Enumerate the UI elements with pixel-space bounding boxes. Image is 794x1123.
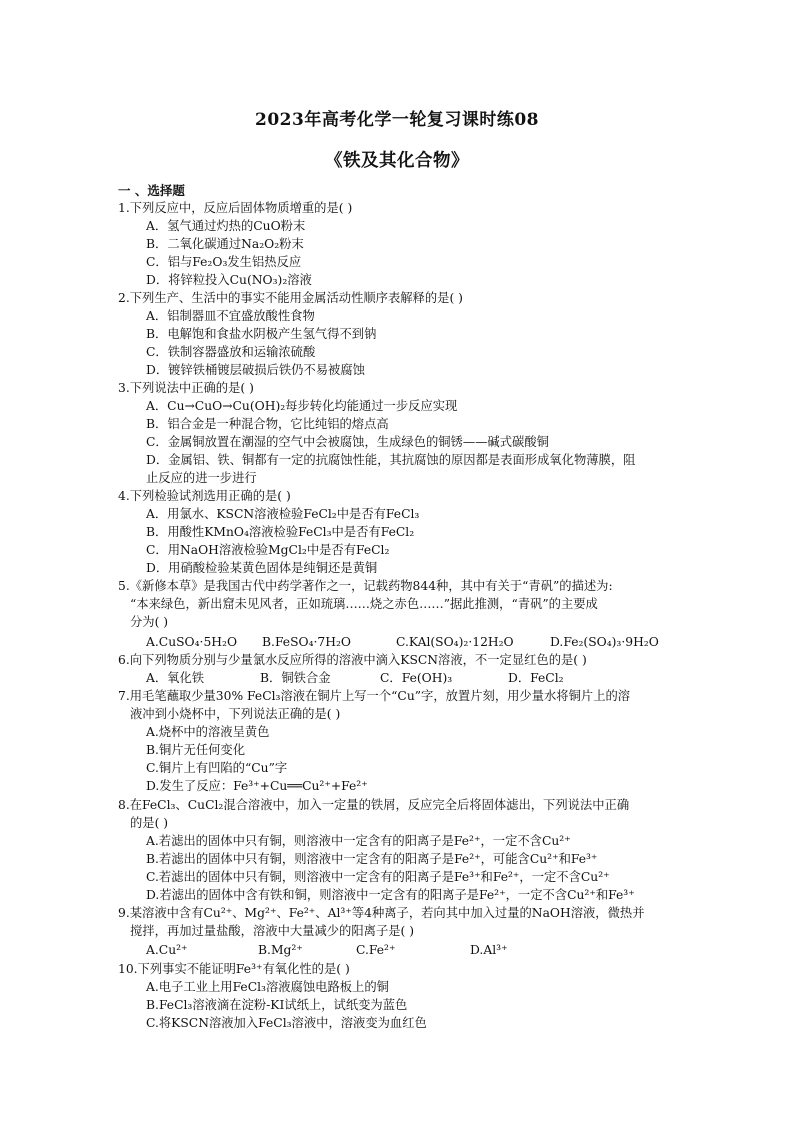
- document-title: 2023年高考化学一轮复习课时练08: [255, 110, 539, 130]
- question-1-option-d: D．将锌粒投入Cu(NO₃)₂溶液: [146, 273, 312, 287]
- question-4-option-a: A．用氯水、KSCN溶液检验FeCl₂中是否有FeCl₃: [146, 507, 420, 521]
- question-9-option-c: C.Fe²⁺: [356, 943, 396, 957]
- question-4-option-c: C．用NaOH溶液检验MgCl₂中是否有FeCl₂: [146, 543, 390, 557]
- question-6-option-b: B．铜铁合金: [260, 671, 331, 685]
- question-1-option-a: A．氢气通过灼热的CuO粉末: [146, 219, 306, 233]
- question-8-stem-cont: 的是( ): [130, 816, 169, 830]
- question-2-option-d: D．镀锌铁桶镀层破损后铁仍不易被腐蚀: [146, 363, 365, 377]
- question-6-stem: 6.向下列物质分别与少量氯水反应所得的溶液中滴入KSCN溶液，不一定显红色的是( ): [118, 653, 587, 667]
- question-9-stem: 9.某溶液中含有Cu²⁺、Mg²⁺、Fe²⁺、Al³⁺等4种离子，若向其中加入过量的NaOH溶液，微热并: [118, 906, 645, 920]
- question-5-stem-cont-1: “本来绿色，新出窟未见风者，正如琉璃……烧之赤色……”据此推测，“青矾”的主要成: [130, 597, 598, 611]
- question-10-stem: 10.下列事实不能证明Fe³⁺有氧化性的是( ): [118, 962, 350, 976]
- question-5-stem-cont-2: 分为( ): [130, 615, 169, 629]
- question-9-option-b: B.Mg²⁺: [258, 943, 303, 957]
- question-7-option-b: B.铜片无任何变化: [146, 743, 246, 757]
- question-6-option-d: D．FeCl₂: [508, 671, 564, 685]
- question-8-option-c: C.若滤出的固体中只有铜，则溶液中一定含有的阳离子是Fe³⁺和Fe²⁺，一定不含Cu²⁺: [146, 870, 610, 884]
- question-4-option-b: B．用酸性KMnO₄溶液检验FeCl₃中是否有FeCl₂: [146, 525, 415, 539]
- question-3-option-a: A．Cu→CuO→Cu(OH)₂每步转化均能通过一步反应实现: [146, 399, 458, 413]
- question-7-option-a: A.烧杯中的溶液呈黄色: [146, 725, 270, 739]
- question-7-stem-cont: 液冲到小烧杯中，下列说法正确的是( ): [130, 707, 341, 721]
- question-6-option-a: A．氧化铁: [146, 671, 205, 685]
- section-heading: 一 、选择题: [118, 183, 185, 198]
- question-6-option-c: C．Fe(OH)₃: [380, 671, 453, 685]
- question-7-stem: 7.用毛笔蘸取少量30% FeCl₃溶液在铜片上写一个“Cu”字，放置片刻，用少量水将铜片上的溶: [118, 689, 631, 703]
- question-9-option-a: A.Cu²⁺: [146, 943, 188, 957]
- question-10-option-c: C.将KSCN溶液加入FeCl₃溶液中，溶液变为血红色: [146, 1016, 427, 1030]
- question-1-option-c: C．铝与Fe₂O₃发生铝热反应: [146, 255, 302, 269]
- question-3-option-b: B．铝合金是一种混合物，它比纯铝的熔点高: [146, 417, 389, 431]
- question-8-option-d: D.若滤出的固体中含有铁和铜，则溶液中一定含有的阳离子是Fe²⁺，一定不含Cu²⁺和Fe³⁺: [146, 888, 635, 902]
- question-8-option-a: A.若滤出的固体中只有铜，则溶液中一定含有的阳离子是Fe²⁺，一定不含Cu²⁺: [146, 834, 571, 848]
- question-3-option-c: C．金属铜放置在潮湿的空气中会被腐蚀，生成绿色的铜锈——碱式碳酸铜: [146, 435, 549, 449]
- question-7-option-d: D.发生了反应：Fe³⁺+Cu══Cu²⁺+Fe²⁺: [146, 779, 368, 793]
- question-7-option-c: C.铜片上有凹陷的“Cu”字: [146, 761, 288, 775]
- question-9-option-d: D.Al³⁺: [470, 943, 508, 957]
- question-8-option-b: B.若滤出的固体中只有铜，则溶液中一定含有的阳离子是Fe²⁺，可能含Cu²⁺和Fe³⁺: [146, 852, 598, 866]
- question-5-option-c: C.KAl(SO₄)₂·12H₂O: [396, 635, 514, 649]
- question-5-option-a: A.CuSO₄·5H₂O: [146, 635, 238, 649]
- question-10-option-b: B.FeCl₃溶液滴在淀粉-KI试纸上，试纸变为蓝色: [146, 998, 408, 1012]
- question-8-stem: 8.在FeCl₃、CuCl₂混合溶液中，加入一定量的铁屑，反应完全后将固体滤出，下列说法中正确: [118, 798, 630, 812]
- question-2-option-c: C．铁制容器盛放和运输浓硫酸: [146, 345, 316, 359]
- question-2-stem: 2.下列生产、生活中的事实不能用金属活动性顺序表解释的是( ): [118, 291, 463, 305]
- question-2-option-b: B．电解饱和食盐水阴极产生氢气得不到钠: [146, 327, 377, 341]
- question-1-stem: 1.下列反应中，反应后固体物质增重的是( ): [118, 201, 353, 215]
- question-9-stem-cont: 搅拌，再加过量盐酸，溶液中大量减少的阳离子是( ): [130, 924, 415, 938]
- question-3-option-d-cont: 止反应的进一步进行: [146, 471, 257, 485]
- document-subtitle: 《铁及其化合物》: [325, 151, 469, 171]
- question-3-option-d: D．金属铝、铁、铜都有一定的抗腐蚀性能，其抗腐蚀的原因都是表面形成氧化物薄膜，阻: [146, 453, 636, 467]
- question-4-option-d: D．用硝酸检验某黄色固体是纯铜还是黄铜: [146, 561, 378, 575]
- question-5-option-d: D.Fe₂(SO₄)₃·9H₂O: [550, 635, 659, 649]
- question-4-stem: 4.下列检验试剂选用正确的是( ): [118, 489, 291, 503]
- question-5-option-b: B.FeSO₄·7H₂O: [262, 635, 351, 649]
- question-2-option-a: A．铝制器皿不宜盛放酸性食物: [146, 309, 315, 323]
- question-5-stem: 5.《新修本草》是我国古代中药学著作之一，记载药物844种，其中有关于“青矾”的描述为:: [118, 579, 613, 593]
- question-10-option-a: A.电子工业上用FeCl₃溶液腐蚀电路板上的铜: [146, 980, 389, 994]
- question-1-option-b: B．二氧化碳通过Na₂O₂粉末: [146, 237, 304, 251]
- question-3-stem: 3.下列说法中正确的是( ): [118, 381, 254, 395]
